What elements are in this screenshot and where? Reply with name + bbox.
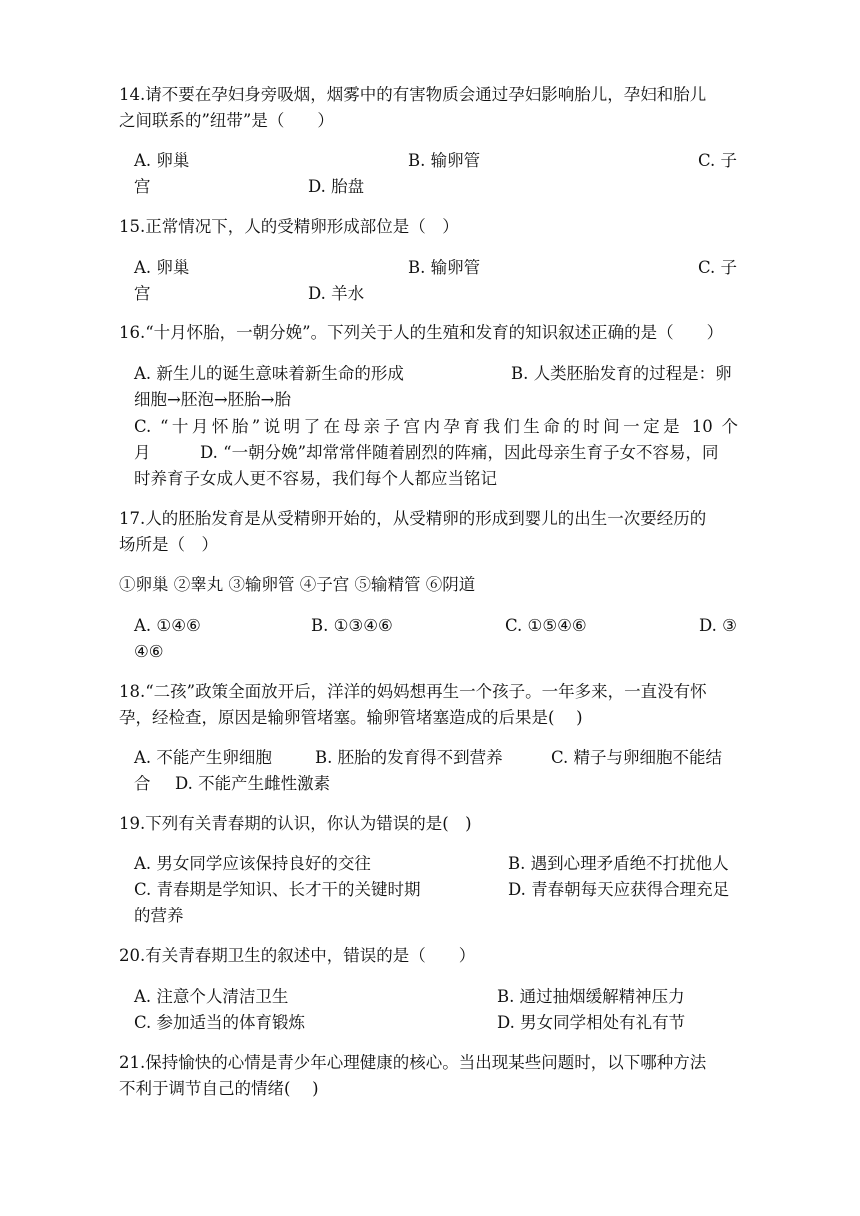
question-16-option-c: C. “十月怀胎”说明了在母亲子宫内孕育我们生命的时间一定是 10 个 xyxy=(134,417,738,436)
question-20-option-d: D. 男女同学相处有礼有节 xyxy=(497,1013,686,1032)
question-18-option-c: C. 精子与卵细胞不能结 xyxy=(551,748,723,767)
question-14-option-a: A. 卵巢 xyxy=(134,151,190,170)
question-20-option-b: B. 通过抽烟缓解精神压力 xyxy=(497,987,685,1006)
question-16-stem: 16.“十月怀胎，一朝分娩”。下列关于人的生殖和发育的知识叙述正确的是（ ） xyxy=(119,323,724,342)
question-20-option-c: C. 参加适当的体育锻炼 xyxy=(134,1013,306,1032)
question-17-option-a: A. ①④⑥ xyxy=(134,616,201,635)
question-20-option-a: A. 注意个人清洁卫生 xyxy=(134,987,289,1006)
question-16-option-b: B. 人类胚胎发育的过程是：卵 xyxy=(511,364,732,383)
question-16-option-b-wrap: 细胞→胚泡→胚胎→胎 xyxy=(134,390,291,409)
question-16-option-d: D. “一朝分娩”却常常伴随着剧烈的阵痛，因此母亲生育子女不容易，同 xyxy=(200,443,719,462)
question-15-stem: 15.正常情况下，人的受精卵形成部位是（ ） xyxy=(119,217,459,236)
question-19-stem: 19.下列有关青春期的认识，你认为错误的是( ) xyxy=(119,814,472,833)
question-19-option-c: C. 青春期是学知识、长才干的关键时期 xyxy=(134,880,421,899)
question-21-stem-line-2: 不利于调节自己的情绪( ) xyxy=(119,1079,319,1098)
question-19-option-d: D. 青春朝每天应获得合理充足 xyxy=(508,880,730,899)
question-18-option-c-wrap: 合 xyxy=(134,774,151,793)
question-17-option-b: B. ①③④⑥ xyxy=(311,616,393,635)
question-15-option-a: A. 卵巢 xyxy=(134,258,190,277)
question-18-stem-line-2: 孕，经检查，原因是输卵管堵塞。输卵管堵塞造成的后果是( ) xyxy=(119,708,583,727)
question-14-option-d: D. 胎盘 xyxy=(308,177,365,196)
question-17-items: ①卵巢 ②睾丸 ③输卵管 ④子宫 ⑤输精管 ⑥阴道 xyxy=(119,575,476,594)
question-18-stem-line-1: 18.“二孩”政策全面放开后，洋洋的妈妈想再生一个孩子。一年多来，一直没有怀 xyxy=(119,682,707,701)
question-14-stem-line-1: 14.请不要在孕妇身旁吸烟，烟雾中的有害物质会通过孕妇影响胎儿，孕妇和胎儿 xyxy=(119,85,707,104)
question-15-option-c: C. 子 xyxy=(698,258,738,277)
question-20-stem: 20.有关青春期卫生的叙述中，错误的是（ ） xyxy=(119,946,476,965)
question-17-stem-line-1: 17.人的胚胎发育是从受精卵开始的，从受精卵的形成到婴儿的出生一次要经历的 xyxy=(119,509,707,528)
question-14-option-c: C. 子 xyxy=(698,151,738,170)
question-15-option-d: D. 羊水 xyxy=(308,284,365,303)
question-18-option-a: A. 不能产生卵细胞 xyxy=(134,748,272,767)
question-15-option-b: B. 输卵管 xyxy=(408,258,481,277)
question-14-stem-line-2: 之间联系的”纽带”是（ ） xyxy=(119,111,334,130)
question-14-option-b: B. 输卵管 xyxy=(408,151,481,170)
question-19-option-a: A. 男女同学应该保持良好的交往 xyxy=(134,854,371,873)
question-16-option-d-wrap: 时养育子女成人更不容易，我们每个人都应当铭记 xyxy=(134,469,497,488)
question-17-option-c: C. ①⑤④⑥ xyxy=(505,616,587,635)
question-15-option-c-wrap: 宫 xyxy=(134,284,151,303)
question-14-option-c-wrap: 宫 xyxy=(134,177,151,196)
question-18-option-b: B. 胚胎的发育得不到营养 xyxy=(315,748,503,767)
question-18-option-d: D. 不能产生雌性激素 xyxy=(175,774,331,793)
question-17-option-d-wrap: ④⑥ xyxy=(134,642,164,661)
question-19-option-d-wrap: 的营养 xyxy=(134,906,184,925)
question-17-stem-line-2: 场所是（ ） xyxy=(119,535,218,554)
question-17-option-d: D. ③ xyxy=(699,616,737,635)
question-16-option-a: A. 新生儿的诞生意味着新生命的形成 xyxy=(134,364,404,383)
question-16-option-c-wrap: 月 xyxy=(134,443,151,462)
question-21-stem-line-1: 21.保持愉快的心情是青少年心理健康的核心。当出现某些问题时，以下哪种方法 xyxy=(119,1053,707,1072)
question-19-option-b: B. 遇到心理矛盾绝不打扰他人 xyxy=(508,854,729,873)
